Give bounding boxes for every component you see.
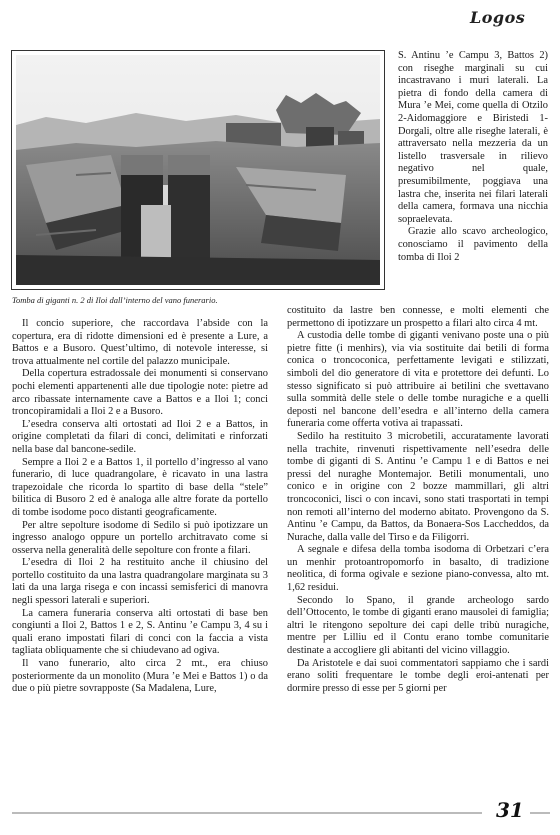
paragraph: S. Antinu ’e Campu 3, Battos 2) con riseghe marginali su cui incastravano i muri laterali. La pietra di fondo della camera di Mura ’e Mei, come quella di Otzilo 2-Aidomaggiore e Biristedi 1-Dorgali, oltre alle riseghe laterali, è attraversato nella mezzeria da un listello trasversale in rilievo negativo nel quale, presumibilmente, poggiava una lastra che, inserita nei filari laterali della camera, formava una nicchia sopraelevata.	[398, 50, 548, 225]
paragraph: Sedilo ha restituito 3 microbetili, accuratamente lavorati nella trachite, rinvenuti rispettivamente nell’esedra delle tombe di giganti di S. Antinu ’e Campu 1 e di Battos e nei pressi del nuraghe Montemajor. Betili monumentali, uno conico e in origine con 2 bozze mammillari, gli altri troncoconici, lisci o con incavi, sono stati trasportati in tempi non remoti all’interno del moderno abitato. Provengono da S. Antinu ’e Campu, da Battos, da Bonaera-Sos Laccheddos, da Nurache, dalla valle del Tirso e da Filigorri.	[287, 430, 549, 543]
paragraph: costituito da lastre ben connesse, e molti elementi che permettono di ipotizzare un prospetto a filari alto circa 4 mt.	[287, 305, 549, 329]
paragraph: Da Aristotele e dai suoi commentatori sappiamo che i sardi erano soliti frequentare le tombe degli eroi-antenati per dormire presso di esse per 5 giorni per	[287, 657, 549, 694]
paragraph: Grazie allo scavo archeologico, conosciamo il pavimento della tomba di Iloi 2	[398, 226, 548, 263]
right-column	[398, 50, 548, 264]
tomb-photo	[16, 55, 380, 285]
paragraph: Per altre sepolture isodome di Sedilo si può ipotizzare un ingresso analogo oppure un portello architravato come si osserva nella generalità delle sepolture con fronte a filari.	[12, 519, 268, 556]
paragraph: Sempre a Iloi 2 e a Battos 1, il portello d’ingresso al vano funerario, di luce quadrangolare, è ricavato in una lastra trapezoidale che ricorda lo spartito di base della “stele” bilitica di Busoro 2 ed è analoga alle altre forate da portello di tombe isodome poco distanti geograficamente.	[12, 456, 268, 518]
paragraph: L’esedra conserva alti ortostati ad Iloi 2 e a Battos, in origine completati da filari di conci, delimitati e rinforzati nella base dal bancone-sedile.	[12, 418, 268, 455]
paragraph: La camera funeraria conserva alti ortostati di base ben congiunti a Iloi 2, Battos 1 e 2, S. Antinu ’e Campu 3, 4 su i quali erano impostati filari di conci con la faccia a vista tagliata obliquamente che si chiudevano ad ogiva.	[12, 607, 268, 657]
figure-caption: Tomba di giganti n. 2 di Iloi dall’interno del vano funerario.	[12, 295, 218, 305]
footer-rule	[12, 812, 482, 814]
page-number: 31	[496, 798, 524, 822]
lower-right-column	[287, 305, 549, 695]
paragraph: A segnale e difesa della tomba isodoma di Orbetzari c’era un menhir protoantropomorfo in basalto, di tradizione neolitica, di forma ogivale e sezione piano-convessa, alto mt. 1,62 residui.	[287, 544, 549, 594]
paragraph: Della copertura estradossale dei monumenti si conservano pochi elementi appartenenti alle due tipologie note: pietre ad arco ribassate internamente cave a Battos e a Iloi 1; conci troncopiramidali a Iloi 2 e a Busoro.	[12, 368, 268, 418]
magazine-logo	[470, 8, 550, 32]
footer-rule-end	[530, 812, 550, 814]
paragraph: Il concio superiore, che raccordava l’abside con la copertura, era di ridotte dimensioni ed è presente a Lure, a Battos e a Busoro. Quest’ultimo, di notevole interesse, si trova attualmente nel cortile del palazzo municipale.	[12, 318, 268, 367]
paragraph: Il vano funerario, alto circa 2 mt., era chiuso posteriormente da un monolito (Mura ’e Mei e Battos 1) o da due o più pietre sovrapposte (Sa Madalena, Lure,	[12, 658, 268, 695]
left-column	[12, 318, 268, 696]
paragraph: L’esedra di Iloi 2 ha restituito anche il chiusino del portello costituito da una lastra quadrangolare marginata su 3 lati da una larga risega e con incassi semisferici di manovra negli spessori laterali e superiori.	[12, 557, 268, 607]
paragraph: Secondo lo Spano, il grande archeologo sardo dell’Ottocento, le tombe di giganti erano mausolei di famiglia; altri le ritengono sepolture dei capi delle tribù nuragiche, mentre per Lilliu ed il Contu erano tombe comunitarie destinate a accogliere gli abitanti del vicino villaggio.	[287, 594, 549, 657]
magazine-title: Logos	[470, 8, 526, 27]
figure-frame	[11, 50, 385, 290]
paragraph: A custodia delle tombe di giganti venivano poste una o più pietre fitte (i menhirs), via via sostituite dai betili di forma conica o troncoconica, perfettamente levigati e stilizzati, simboli del dio generatore di vita e protettore dei defunti. Lo stesso significato si può attribuire ai betilini che svettavano sulla sommità delle stele o delle tombe nuragiche e a quelli deposti nel bancone dell’esedra e all’interno della camera funeraria come offerta votiva ai trapassati.	[287, 330, 549, 430]
